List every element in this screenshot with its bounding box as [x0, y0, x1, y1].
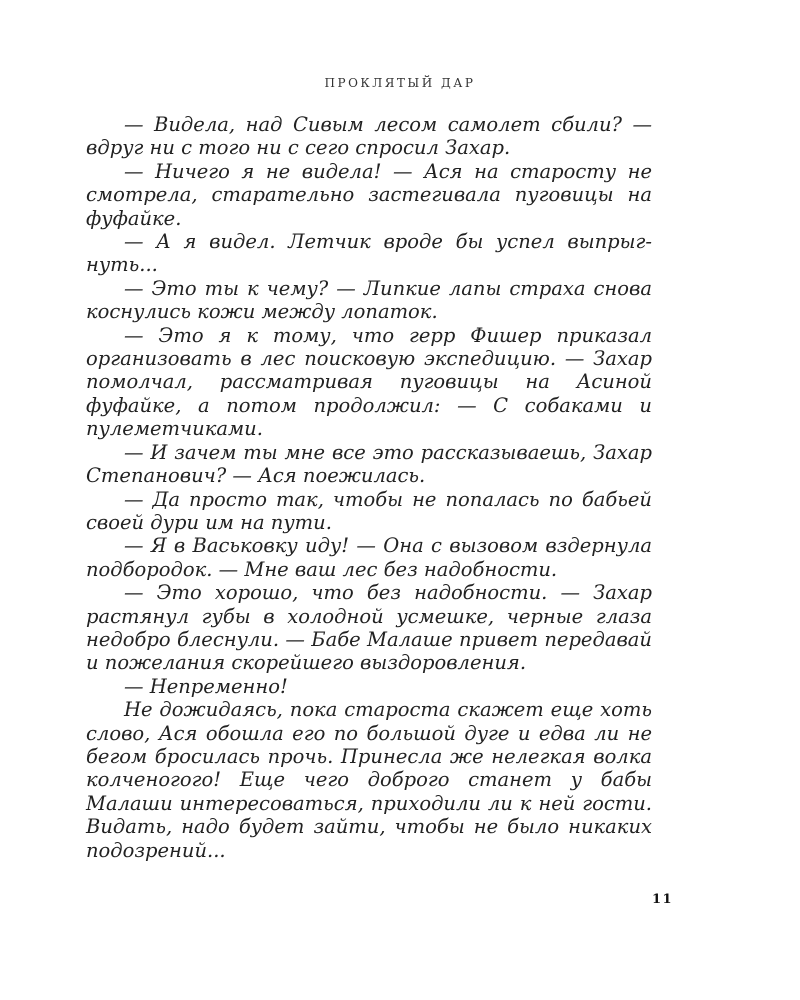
- body-text: [86, 113, 652, 862]
- paragraph: Не дожидаясь, пока староста скажет еще хоть слово, Ася обошла его по большой дуге и едва ли не бегом бросилась прочь. Принесла же нелегкая волка колченогого! Еще чего доброго станет у бабы Малаши интересоваться, приходили ли к ней гости. Видать, надо будет зайти, чтобы не было никаких подозрений...: [86, 698, 652, 862]
- paragraph: — Непременно!: [124, 674, 288, 698]
- page-number: 11: [652, 892, 674, 907]
- paragraph: — Видела, над Сивым лесом самолет сбили? — вдруг ни с того ни с сего спросил Захар.: [86, 113, 652, 160]
- paragraph: — Это я к тому, что герр Фишер приказал организовать в лес поисковую экспедицию. — Захар помолчал, рассматривая пуговицы на Асиной фуфайке, а потом продолжил: — С собаками и пулеметчиками.: [86, 323, 652, 441]
- paragraph: — Это ты к чему? — Липкие лапы страха снова коснулись кожи между лопаток.: [86, 276, 652, 324]
- paragraph: — Ничего я не видела! — Ася на старосту не смотрела, старательно застегивала пуговицы на фуфайке.: [86, 159, 652, 230]
- paragraph: — Я в Васьковку иду! — Она с вызовом вздернула подбородок. — Мне ваш лес без надобности.: [86, 534, 652, 581]
- paragraph: — А я видел. Летчик вроде бы успел выпрыгнуть...: [86, 230, 652, 277]
- paragraph: — Это хорошо, что без надобности. — Захар растянул губы в холодной усмешке, черные глаза недобро блеснули. — Бабе Малаше привет передавай и пожелания скорейшего выздоровления.: [86, 581, 652, 675]
- paragraph: — И зачем ты мне все это рассказываешь, Захар Степанович? — Ася поежилась.: [86, 440, 652, 488]
- paragraph: — Да просто так, чтобы не попалась по бабьей своей дури им на пути.: [86, 487, 652, 534]
- running-head: ПРОКЛЯТЫЙ ДАР: [324, 76, 476, 90]
